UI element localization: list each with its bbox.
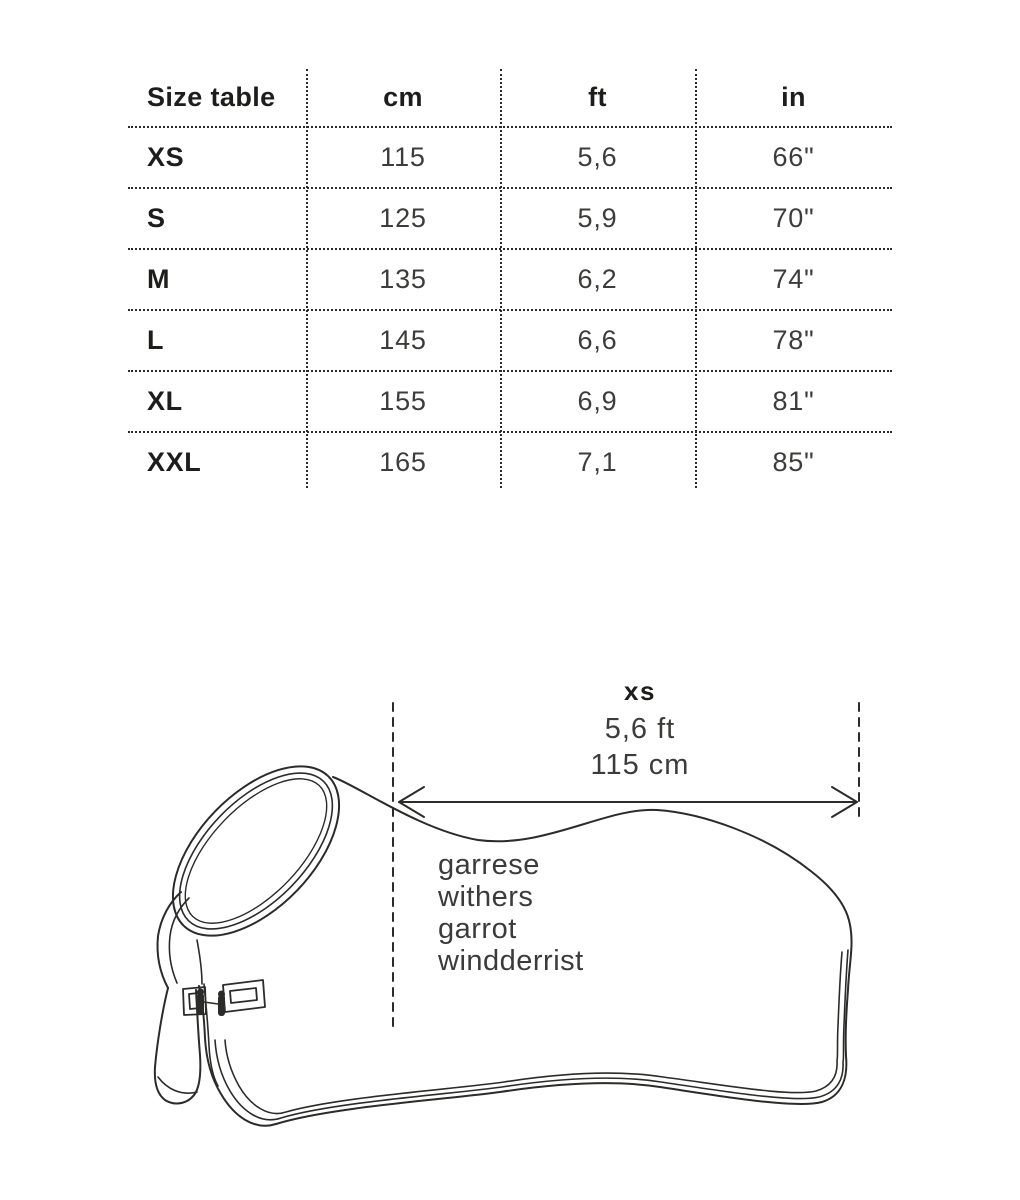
ft-cell: 5,9 [577, 203, 618, 233]
in-cell: 74" [772, 264, 815, 294]
in-cell: 85" [772, 447, 815, 477]
withers-label: garrese [438, 849, 540, 881]
size-cell: M [147, 264, 171, 294]
in-cell: 78" [772, 325, 815, 355]
withers-label: garrot [438, 913, 517, 945]
in-cell: 66" [772, 142, 815, 172]
header-in: in [781, 82, 806, 112]
cm-cell: 155 [379, 386, 427, 416]
cm-cell: 115 [380, 142, 426, 172]
size-cell: L [147, 325, 165, 355]
ft-cell: 6,2 [577, 264, 618, 294]
cm-cell: 135 [379, 264, 427, 294]
buckle-pins [197, 989, 225, 1017]
cm-cell: 125 [379, 203, 427, 233]
size-cell: S [147, 203, 166, 233]
annotation-cm-measure: 115 cm [590, 749, 690, 781]
withers-label: windderrist [438, 945, 584, 977]
in-cell: 81" [772, 386, 815, 416]
header-cm: cm [383, 82, 423, 112]
cm-cell: 145 [379, 325, 427, 355]
size-cell: XXL [147, 447, 202, 477]
ft-cell: 5,6 [577, 142, 618, 172]
ft-cell: 6,9 [577, 386, 618, 416]
chest-flap [155, 988, 201, 1103]
annotation-ft-measure: 5,6 ft [604, 713, 676, 745]
cm-cell: 165 [379, 447, 427, 477]
size-cell: XS [147, 142, 185, 172]
in-cell: 70" [772, 203, 815, 233]
withers-label: withers [438, 881, 534, 913]
neck-opening [143, 737, 369, 966]
header-ft: ft [588, 82, 607, 112]
strap-right [223, 980, 265, 1012]
annotation-size-label: xs [624, 676, 656, 706]
ft-cell: 6,6 [577, 325, 618, 355]
header-size-table: Size table [147, 82, 276, 112]
size-cell: XL [147, 386, 183, 416]
measurement-annotation [440, 676, 840, 782]
ft-cell: 7,1 [577, 447, 618, 477]
withers-label-list [438, 849, 584, 977]
